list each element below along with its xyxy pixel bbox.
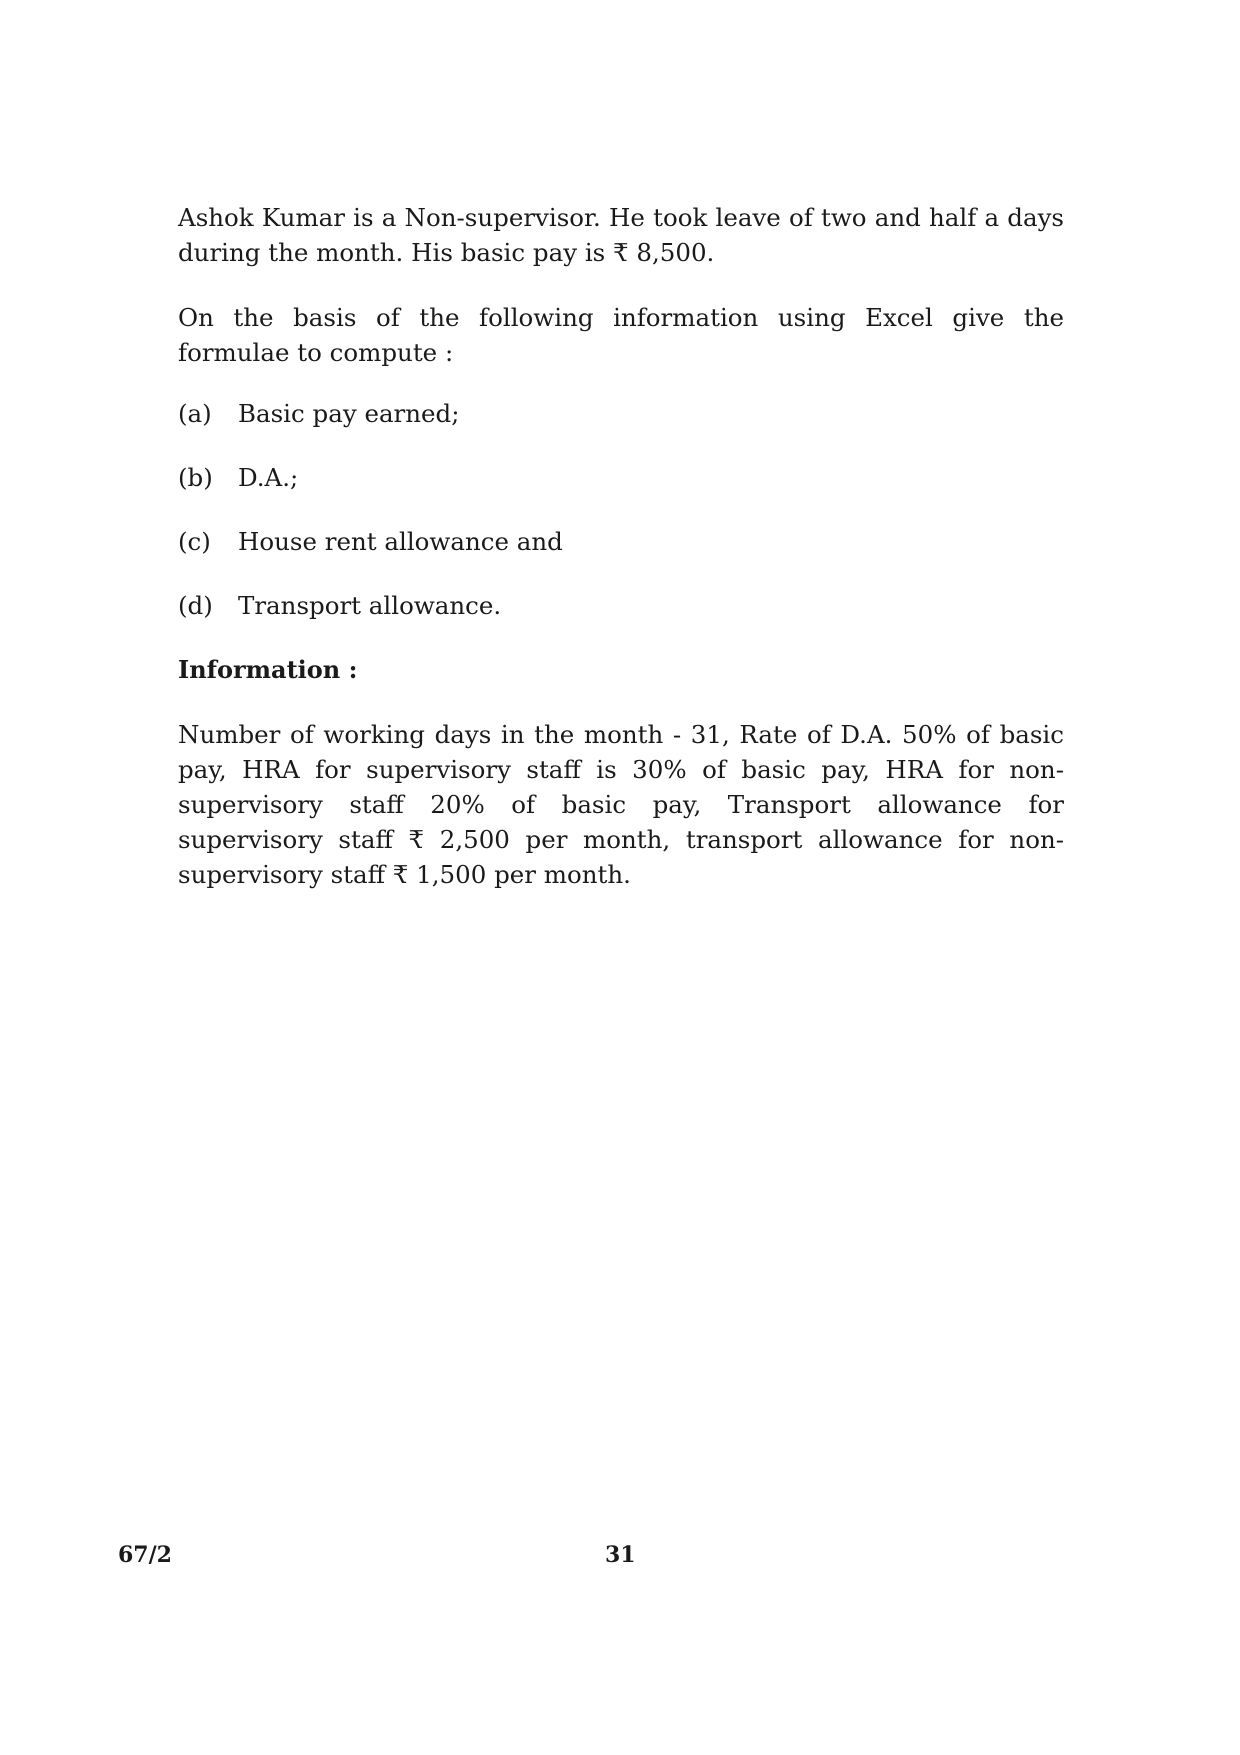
sub-question-text: D.A.;	[238, 463, 299, 492]
sub-question-a	[178, 396, 1064, 431]
sub-question-label: (c)	[178, 527, 211, 556]
sub-question-text: House rent allowance and	[238, 527, 563, 556]
sub-question-text: Transport allowance.	[238, 591, 502, 620]
information-heading: Information :	[178, 655, 358, 684]
question-body	[178, 200, 1064, 892]
question-intro: Ashok Kumar is a Non-supervisor. He took leave of two and half a days during the month. His basic pay is ₹ 8,500.	[178, 203, 1064, 267]
sub-question-label: (a)	[178, 399, 212, 428]
sub-question-label: (b)	[178, 463, 213, 492]
paper-code: 67/2	[118, 1542, 172, 1568]
sub-question-text: Basic pay earned;	[238, 399, 460, 428]
sub-question-b	[178, 460, 1064, 495]
page-number: 31	[605, 1542, 636, 1568]
sub-question-d	[178, 588, 1064, 623]
sub-question-label: (d)	[178, 591, 213, 620]
sub-question-c	[178, 524, 1064, 559]
information-text: Number of working days in the month - 31, Rate of D.A. 50% of basic pay, HRA for supervisory staff is 30% of basic pay, HRA for non-supervisory staff 20% of basic pay, Transport allowance for supervisory staff ₹ 2,500 per month, transport allowance for non-supervisory staff ₹ 1,500 per month.	[178, 720, 1064, 889]
sub-question-list	[178, 396, 1064, 623]
question-instruction: On the basis of the following information using Excel give the formulae to compute :	[178, 303, 1064, 367]
